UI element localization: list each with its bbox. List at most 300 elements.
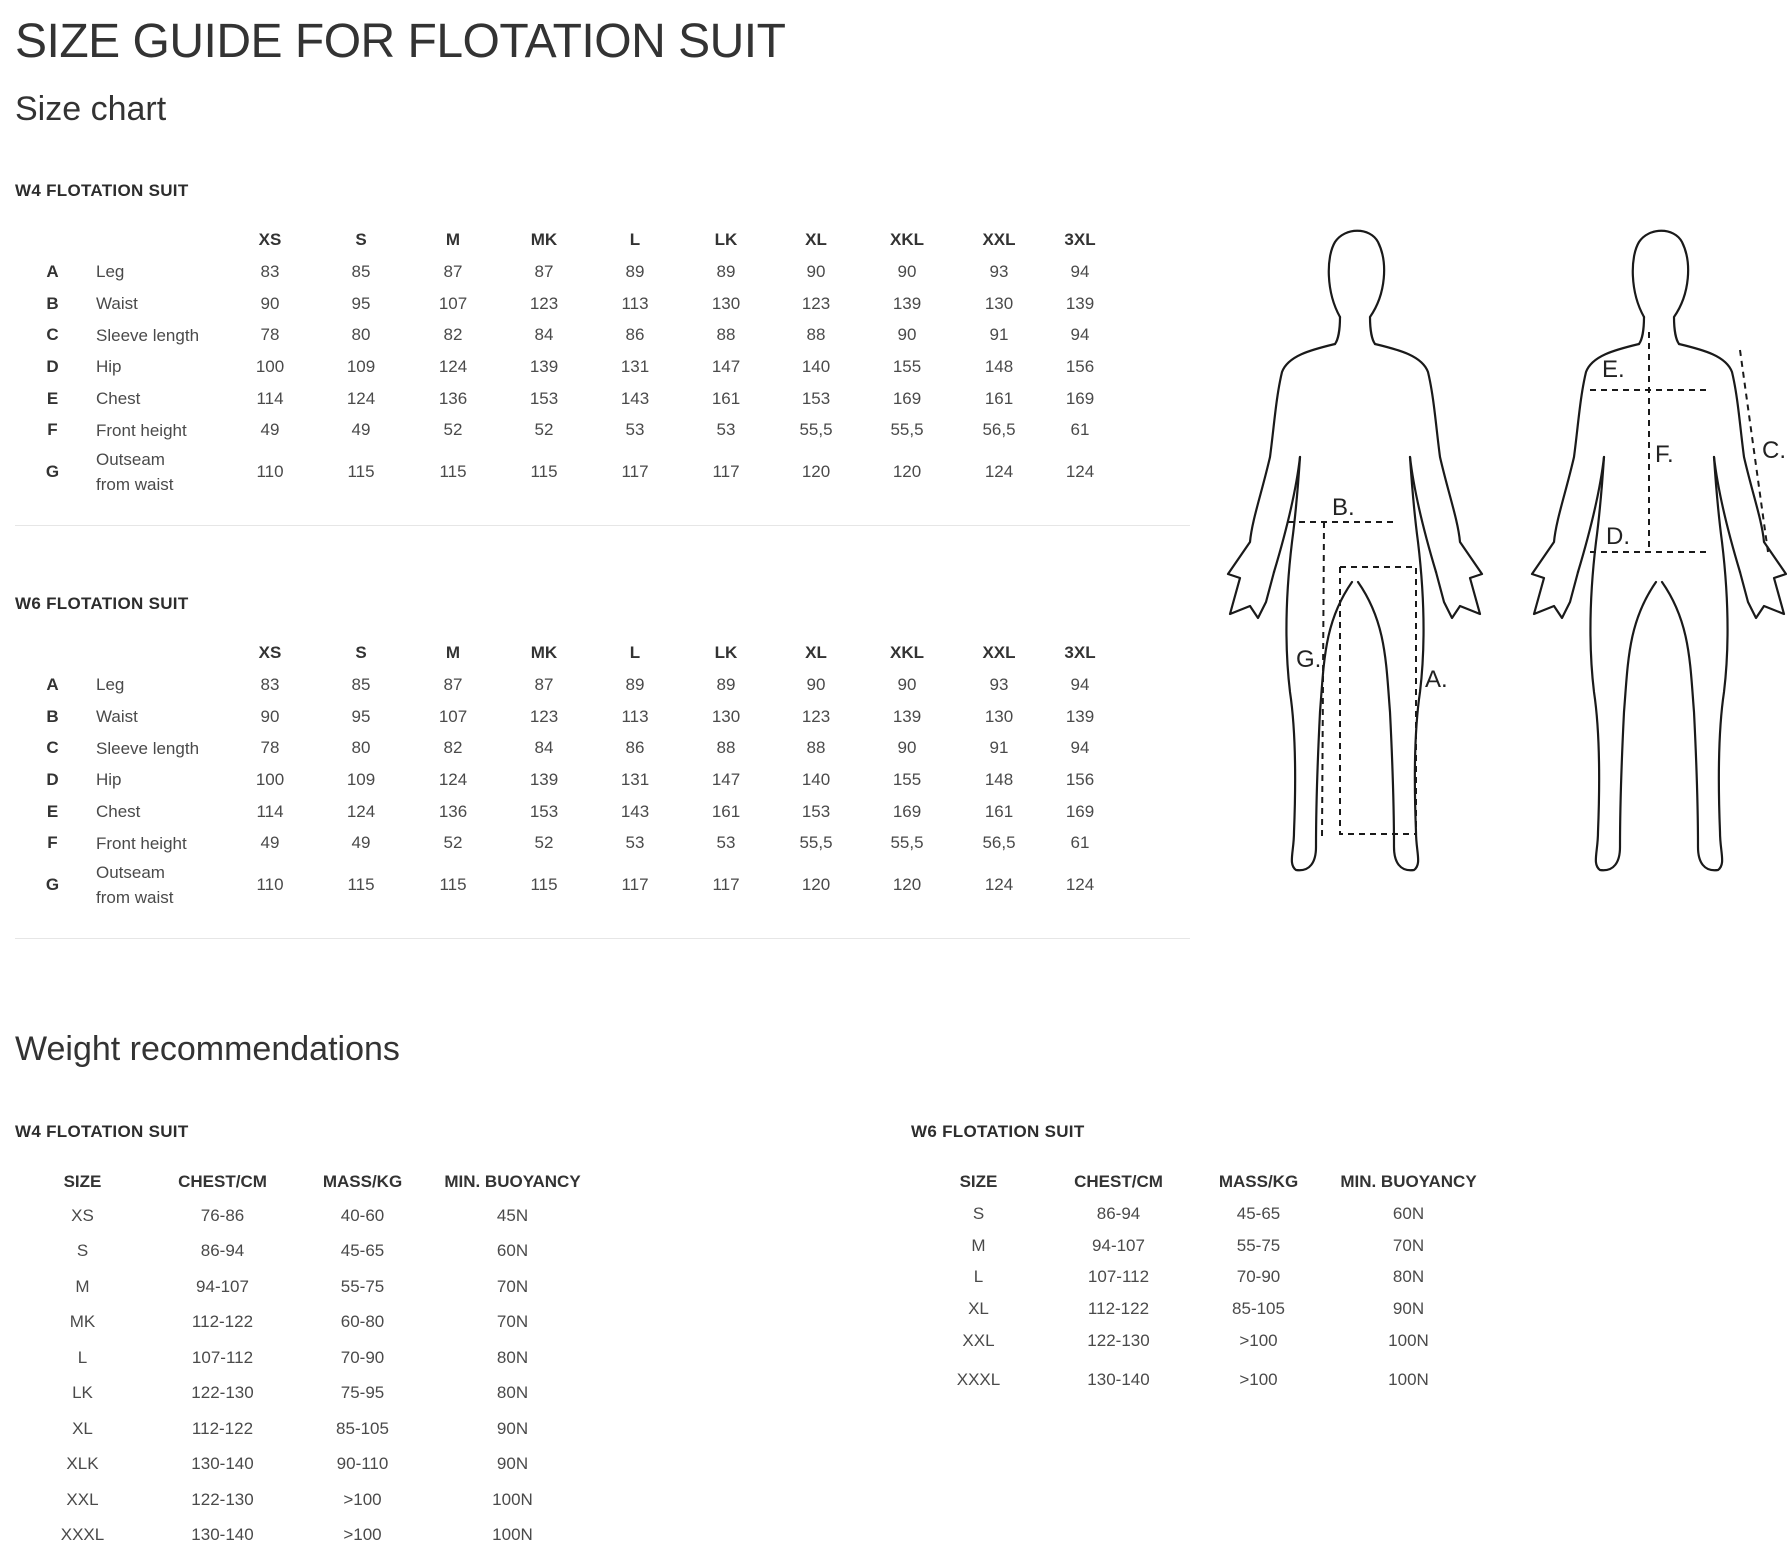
measure-value: 49 [315,414,407,446]
weight-cell: >100 [1191,1325,1326,1357]
figure-label-c: C. [1762,437,1786,464]
measure-value: 156 [1045,764,1115,796]
measure-value: 87 [407,256,499,288]
measure-value: 120 [861,859,953,911]
measure-value: 83 [225,256,315,288]
weight-cell: S [15,1234,150,1270]
measure-value: 120 [771,859,861,911]
measure-value: 90 [225,288,315,320]
leg-measure-line-right [1340,567,1416,834]
measure-value: 94 [1045,256,1115,288]
measure-value: 91 [953,732,1045,764]
measure-value: 113 [589,288,681,320]
table-row [911,1230,1491,1262]
table-row [15,1340,595,1376]
measure-value: 56,5 [953,414,1045,446]
weight-cell: 107-112 [1046,1261,1191,1293]
measure-value: 120 [861,446,953,498]
measure-value: 52 [499,827,589,859]
weight-cell: XS [15,1198,150,1234]
measure-value: 114 [225,383,315,415]
measure-letter: B [15,288,90,320]
weight-cell: 86-94 [1046,1198,1191,1230]
size-header: XXL [953,637,1045,669]
weight-cell: XXXL [911,1356,1046,1404]
weight-cell: 122-130 [1046,1325,1191,1357]
table-row [15,1269,595,1305]
weight-cell: 45-65 [1191,1198,1326,1230]
w6-size-table [15,637,1115,911]
weight-cell: XXL [911,1325,1046,1357]
measure-value: 169 [1045,383,1115,415]
table-row [15,827,1115,859]
measure-name-line: Hip [96,354,225,379]
measure-value: 115 [407,859,499,911]
measure-value: 90 [225,701,315,733]
weight-cell: 90-110 [295,1447,430,1483]
measure-value: 139 [861,701,953,733]
measure-value: 156 [1045,351,1115,383]
measure-name-line: Hip [96,767,225,792]
weight-cell: 75-95 [295,1376,430,1412]
weight-cell: 130-140 [150,1447,295,1483]
measure-value: 93 [953,669,1045,701]
table-row [15,1447,595,1483]
figure-label-a: A. [1425,666,1448,693]
measure-value: 86 [589,319,681,351]
measure-value: 49 [225,414,315,446]
header-blank [90,224,225,256]
weight-column-header: CHEST/CM [150,1166,295,1198]
size-header: XL [771,224,861,256]
figure-label-e: E. [1602,356,1625,383]
weight-column-header: MIN. BUOYANCY [1326,1166,1491,1198]
measure-value: 85 [315,256,407,288]
table-row [15,446,1115,498]
measure-name [90,701,225,733]
weight-cell: 100N [1326,1325,1491,1357]
measure-value: 153 [771,383,861,415]
measure-name-line: Leg [96,672,225,697]
measure-value: 124 [1045,446,1115,498]
measure-name-line: from waist [96,885,225,910]
weight-cell: 76-86 [150,1198,295,1234]
w4-size-table [15,224,1115,498]
measure-value: 161 [681,796,771,828]
measure-value: 147 [681,351,771,383]
weight-table-header [15,1166,595,1198]
measure-value: 53 [681,414,771,446]
measure-value: 52 [499,414,589,446]
size-header: XL [771,637,861,669]
size-table-header [15,224,1115,256]
weight-cell: 94-107 [150,1269,295,1305]
measure-value: 136 [407,796,499,828]
table-row [15,669,1115,701]
w4-weight-table-label: W4 FLOTATION SUIT [15,1122,189,1142]
weight-cell: XL [15,1411,150,1447]
measure-value: 140 [771,351,861,383]
weight-cell: XXL [15,1482,150,1518]
size-header: M [407,224,499,256]
measure-value: 131 [589,351,681,383]
weight-cell: 85-105 [1191,1293,1326,1325]
weight-column-header: CHEST/CM [1046,1166,1191,1198]
weight-cell: 90N [430,1447,595,1483]
size-header: S [315,224,407,256]
table-row [15,859,1115,911]
measure-name-line: Outseam [96,447,225,472]
measure-value: 94 [1045,319,1115,351]
measure-value: 117 [681,446,771,498]
weight-cell: S [911,1198,1046,1230]
w4-size-table-label: W4 FLOTATION SUIT [15,181,189,201]
measure-value: 107 [407,701,499,733]
weight-cell: >100 [1191,1356,1326,1404]
weight-column-header: SIZE [15,1166,150,1198]
table-row [15,288,1115,320]
measure-value: 110 [225,859,315,911]
size-header: MK [499,224,589,256]
size-header: 3XL [1045,637,1115,669]
table-row [911,1293,1491,1325]
measure-name-line: Leg [96,259,225,284]
measure-value: 90 [771,256,861,288]
header-blank [90,637,225,669]
measure-value: 130 [953,701,1045,733]
figure-label-g: G. [1296,646,1321,673]
measure-value: 115 [499,446,589,498]
measure-name-line: Outseam [96,860,225,885]
w6-size-table-label: W6 FLOTATION SUIT [15,594,189,614]
size-header: XS [225,224,315,256]
figure-label-b: B. [1332,494,1355,521]
measure-value: 89 [681,669,771,701]
table-row [911,1261,1491,1293]
w6-weight-table [911,1166,1491,1404]
weight-cell: MK [15,1305,150,1341]
measure-name-line: Sleeve length [96,323,225,348]
measure-value: 61 [1045,827,1115,859]
measure-value: 88 [771,732,861,764]
weight-column-header: MASS/KG [295,1166,430,1198]
weight-cell: 70N [430,1305,595,1341]
measure-value: 95 [315,288,407,320]
measure-value: 88 [771,319,861,351]
measure-value: 87 [499,256,589,288]
measure-value: 117 [589,859,681,911]
measure-name-line: Waist [96,291,225,316]
measure-value: 49 [225,827,315,859]
measure-value: 86 [589,732,681,764]
measure-name [90,859,225,911]
measure-name [90,383,225,415]
measure-value: 130 [953,288,1045,320]
w4-weight-table [15,1166,595,1553]
measure-letter: G [15,859,90,911]
measure-name-line: from waist [96,472,225,497]
measure-name [90,414,225,446]
size-header: XKL [861,637,953,669]
page-title: SIZE GUIDE FOR FLOTATION SUIT [15,14,785,69]
measure-value: 56,5 [953,827,1045,859]
measure-value: 148 [953,764,1045,796]
size-table-header [15,637,1115,669]
weight-heading: Weight recommendations [15,1030,400,1069]
measure-value: 124 [315,383,407,415]
weight-cell: 90N [430,1411,595,1447]
weight-cell: 80N [1326,1261,1491,1293]
measure-value: 100 [225,351,315,383]
measure-letter: F [15,414,90,446]
weight-cell: 112-122 [150,1411,295,1447]
front-body-outline [1228,231,1482,871]
measure-letter: D [15,764,90,796]
measure-name [90,256,225,288]
measure-value: 49 [315,827,407,859]
size-header: L [589,224,681,256]
figure-label-d: D. [1606,523,1630,550]
measure-value: 123 [771,701,861,733]
size-header: XKL [861,224,953,256]
table-row [15,796,1115,828]
weight-cell: 45-65 [295,1234,430,1270]
body-measurement-figure [1200,222,1787,882]
measure-letter: A [15,669,90,701]
measure-value: 89 [589,669,681,701]
measure-name [90,827,225,859]
measure-value: 123 [771,288,861,320]
measure-value: 90 [861,256,953,288]
measure-letter: F [15,827,90,859]
measure-letter: E [15,383,90,415]
measure-name [90,796,225,828]
weight-cell: 122-130 [150,1482,295,1518]
measure-value: 153 [499,796,589,828]
measure-value: 80 [315,319,407,351]
back-body-outline [1532,231,1786,871]
measure-value: 90 [861,669,953,701]
weight-cell: 130-140 [1046,1356,1191,1404]
size-header: LK [681,224,771,256]
weight-cell: M [911,1230,1046,1262]
table-row [15,1411,595,1447]
w6-weight-table-label: W6 FLOTATION SUIT [911,1122,1085,1142]
weight-cell: 130-140 [150,1518,295,1553]
measure-letter: E [15,796,90,828]
weight-column-header: MIN. BUOYANCY [430,1166,595,1198]
table-row [15,319,1115,351]
measure-value: 61 [1045,414,1115,446]
weight-column-header: SIZE [911,1166,1046,1198]
measure-value: 109 [315,764,407,796]
weight-column-header: MASS/KG [1191,1166,1326,1198]
size-header: S [315,637,407,669]
table-row [15,351,1115,383]
weight-cell: 55-75 [1191,1230,1326,1262]
weight-cell: LK [15,1376,150,1412]
size-header: LK [681,637,771,669]
measure-value: 139 [1045,701,1115,733]
weight-cell: XL [911,1293,1046,1325]
weight-cell: 60-80 [295,1305,430,1341]
table-row [911,1198,1491,1230]
measure-value: 53 [589,414,681,446]
measure-name-line: Sleeve length [96,736,225,761]
table-row [15,256,1115,288]
measure-value: 89 [589,256,681,288]
measure-value: 55,5 [771,827,861,859]
divider [15,938,1190,939]
measure-value: 124 [407,351,499,383]
measure-name [90,319,225,351]
weight-cell: 100N [1326,1356,1491,1404]
measure-value: 87 [499,669,589,701]
weight-cell: 112-122 [150,1305,295,1341]
measure-value: 89 [681,256,771,288]
measure-value: 131 [589,764,681,796]
weight-cell: 122-130 [150,1376,295,1412]
weight-cell: XXXL [15,1518,150,1553]
measure-value: 55,5 [771,414,861,446]
size-header: MK [499,637,589,669]
weight-cell: 80N [430,1376,595,1412]
measure-value: 115 [315,446,407,498]
table-row [15,1198,595,1234]
measure-value: 169 [1045,796,1115,828]
measure-value: 161 [681,383,771,415]
weight-cell: 60N [1326,1198,1491,1230]
measure-value: 90 [861,732,953,764]
weight-cell: 85-105 [295,1411,430,1447]
table-row [15,383,1115,415]
measure-value: 53 [681,827,771,859]
weight-cell: 40-60 [295,1198,430,1234]
measure-value: 90 [861,319,953,351]
measure-value: 78 [225,732,315,764]
table-row [911,1325,1491,1357]
table-row [15,1305,595,1341]
measure-value: 155 [861,764,953,796]
measure-value: 107 [407,288,499,320]
measure-value: 52 [407,827,499,859]
measure-value: 123 [499,701,589,733]
measure-value: 55,5 [861,827,953,859]
measure-value: 85 [315,669,407,701]
measure-value: 153 [771,796,861,828]
measure-value: 94 [1045,669,1115,701]
measure-value: 95 [315,701,407,733]
measure-value: 78 [225,319,315,351]
measure-value: 130 [681,288,771,320]
measure-letter: C [15,732,90,764]
measure-value: 94 [1045,732,1115,764]
measure-value: 139 [1045,288,1115,320]
weight-cell: L [15,1340,150,1376]
measure-value: 161 [953,796,1045,828]
weight-cell: 80N [430,1340,595,1376]
size-header: L [589,637,681,669]
leg-measure-line [1340,567,1416,834]
measure-value: 84 [499,732,589,764]
measure-value: 139 [499,351,589,383]
header-blank [15,224,90,256]
measure-value: 147 [681,764,771,796]
measure-value: 130 [681,701,771,733]
table-row [15,1482,595,1518]
measure-name [90,288,225,320]
measure-value: 124 [953,446,1045,498]
measure-value: 100 [225,764,315,796]
measure-value: 169 [861,796,953,828]
measure-letter: A [15,256,90,288]
measure-value: 117 [681,859,771,911]
measure-value: 82 [407,319,499,351]
measure-value: 82 [407,732,499,764]
table-row [15,414,1115,446]
measure-name-line: Chest [96,386,225,411]
weight-cell: L [911,1261,1046,1293]
measure-name [90,446,225,498]
measure-value: 88 [681,319,771,351]
measure-value: 88 [681,732,771,764]
measure-value: 84 [499,319,589,351]
measure-value: 124 [315,796,407,828]
weight-table-header [911,1166,1491,1198]
weight-cell: 100N [430,1482,595,1518]
table-row [15,701,1115,733]
measure-value: 124 [1045,859,1115,911]
table-row [15,1376,595,1412]
table-row [911,1356,1491,1404]
measure-value: 117 [589,446,681,498]
measure-value: 91 [953,319,1045,351]
measure-value: 123 [499,288,589,320]
weight-cell: XLK [15,1447,150,1483]
weight-cell: 70N [430,1269,595,1305]
weight-cell: 55-75 [295,1269,430,1305]
measure-value: 140 [771,764,861,796]
weight-cell: >100 [295,1482,430,1518]
table-row [15,764,1115,796]
measure-value: 93 [953,256,1045,288]
measure-name-line: Waist [96,704,225,729]
weight-cell: 94-107 [1046,1230,1191,1262]
measure-letter: G [15,446,90,498]
measure-name-line: Front height [96,418,225,443]
measure-letter: C [15,319,90,351]
measure-value: 120 [771,446,861,498]
size-header: 3XL [1045,224,1115,256]
measure-value: 80 [315,732,407,764]
measure-name [90,764,225,796]
measure-letter: B [15,701,90,733]
outseam-measure-line [1322,522,1324,837]
weight-cell: M [15,1269,150,1305]
measure-value: 139 [499,764,589,796]
figure-label-f: F. [1655,441,1674,468]
measure-value: 53 [589,827,681,859]
weight-cell: 90N [1326,1293,1491,1325]
measure-value: 83 [225,669,315,701]
divider [15,525,1190,526]
size-header: XXL [953,224,1045,256]
measure-value: 136 [407,383,499,415]
measure-value: 87 [407,669,499,701]
measure-value: 115 [499,859,589,911]
measure-value: 143 [589,383,681,415]
measure-value: 52 [407,414,499,446]
